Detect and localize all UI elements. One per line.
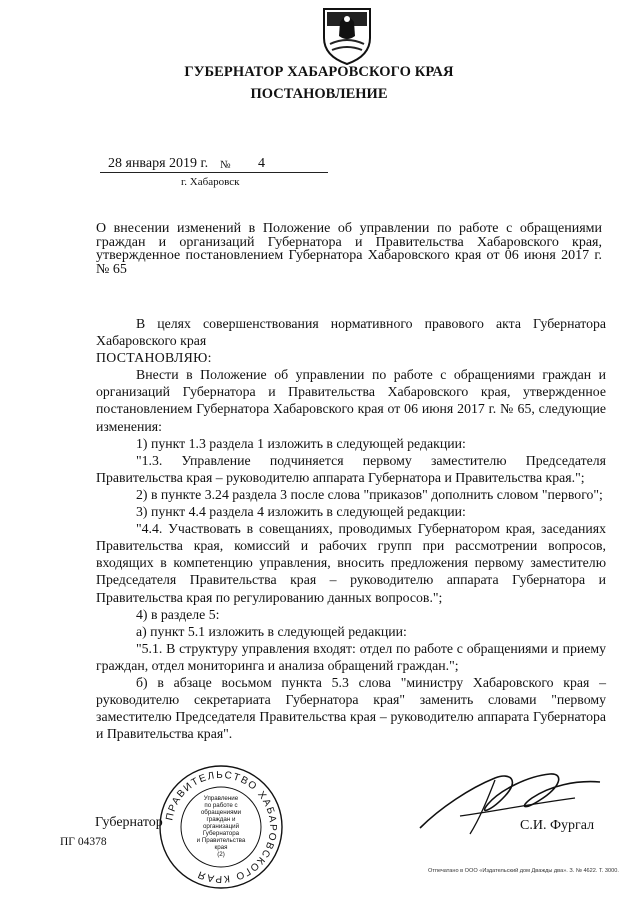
body-paragraph: "5.1. В структуру управления входят: отдел по работе с обращениями и приему граждан, отдел мониторинга и анализа обращений граждан."; <box>96 640 606 673</box>
body-paragraph: "1.3. Управление подчиняется первому заместителю Председателя Правительства края – руководителю аппарата Губернатора и Правительства края."; <box>96 452 606 485</box>
decree-word: ПОСТАНОВЛЯЮ: <box>96 350 212 366</box>
intro-paragraph: В целях совершенствования нормативного правового акта Губернатора Хабаровского края <box>96 316 606 349</box>
svg-text:Управление: Управление <box>203 795 239 802</box>
coat-of-arms-icon <box>320 6 374 66</box>
svg-text:Губернатора: Губернатора <box>202 830 240 837</box>
body-paragraph: 4) в разделе 5: <box>136 606 220 622</box>
body-paragraph: 1) пункт 1.3 раздела 1 изложить в следующей редакции: <box>136 435 466 451</box>
body-paragraph: а) пункт 5.1 изложить в следующей редакции: <box>136 623 407 639</box>
doc-date: 28 января 2019 г. <box>108 156 209 171</box>
svg-text:граждан и: граждан и <box>206 816 236 823</box>
doc-number-label: № <box>220 159 231 171</box>
svg-text:края: края <box>214 844 228 851</box>
svg-text:ПРАВИТЕЛЬСТВО ХАБАРОВСКОГО КРА: ПРАВИТЕЛЬСТВО ХАБАРОВСКОГО КРАЯ <box>164 769 279 885</box>
handwritten-signature <box>400 768 620 838</box>
doc-number: 4 <box>258 156 265 171</box>
body-paragraph: б) в абзаце восьмом пункта 5.3 слова "министру Хабаровского края – руководителю секретариата Губернатора края" заменить словами "первому заместителю Председателя Правительства края – руководителю аппарата Губернатора и Правительства края". <box>96 674 606 742</box>
body-paragraph: Внести в Положение об управлении по работе с обращениями граждан и организаций Губернатора и Правительства Хабаровского края, утвержденное постановлением Губернатора Хабаровского края от 06 июня 2017 г. № 65, следующие изменения: <box>96 367 606 434</box>
official-stamp <box>158 764 284 890</box>
svg-text:обращениями: обращениями <box>200 809 242 816</box>
form-code: ПГ 04378 <box>60 836 107 848</box>
signer-name: С.И. Фургал <box>520 818 595 833</box>
svg-text:организаций: организаций <box>202 823 240 830</box>
svg-text:(2): (2) <box>217 851 225 858</box>
doc-subject: О внесении изменений в Положение об управлении по работе с обращениями граждан и организаций Губернатора и Правительства Хабаровского края, утвержденное постановлением Губернатора Хабаровского края от 06 июня 2017 г. № 65 <box>96 221 602 277</box>
doc-type-title: ПОСТАНОВЛЕНИЕ <box>250 86 388 102</box>
doc-body <box>96 315 606 742</box>
svg-text:по работе с: по работе с <box>204 802 238 809</box>
body-paragraph: "4.4. Участвовать в совещаниях, проводимых Губернатором края, заседаниях Правительства края, комиссий и рабочих групп при рассмотрении вопросов, входящих в компетенцию управления, вносить предложения первому заместителю Председателя Правительства края – руководителю аппарата Губернатора и Правительства края по регулированию данных вопросов."; <box>96 521 606 605</box>
body-paragraph: 3) пункт 4.4 раздела 4 изложить в следующей редакции: <box>136 504 466 520</box>
doc-city: г. Хабаровск <box>181 176 240 188</box>
signer-position: Губернатор <box>95 815 163 830</box>
svg-text:и Правительства: и Правительства <box>196 837 246 844</box>
printer-imprint: Отпечатано в ООО «Издательский дом Дважды два». З. № 4622. Т. 3000. <box>428 868 619 874</box>
body-paragraph: 2) в пункте 3.24 раздела 3 после слова "приказов" дополнить словом "первого"; <box>136 486 603 502</box>
org-title: ГУБЕРНАТОР ХАБАРОВСКОГО КРАЯ <box>184 64 454 80</box>
date-underline <box>100 172 328 173</box>
